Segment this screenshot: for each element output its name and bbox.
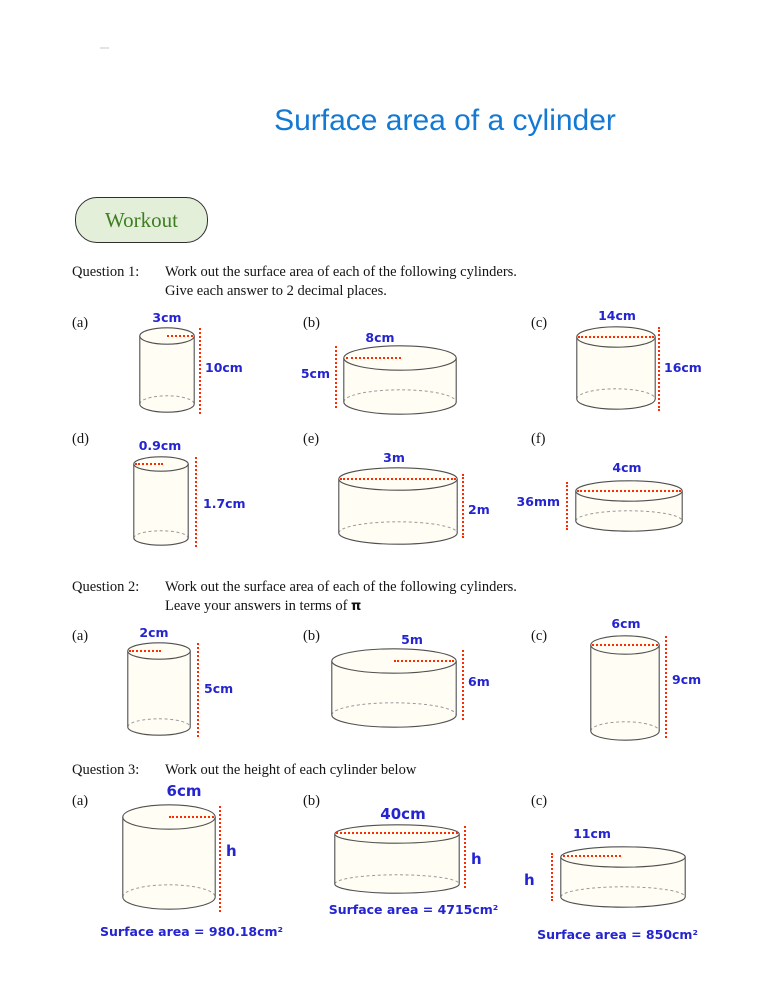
surface-area-answer: Surface area = 850cm²: [537, 927, 698, 942]
part-label-q2b: (b): [303, 628, 320, 644]
question-2-label: Question 2:: [72, 579, 140, 595]
radius-label: 0.9cm: [138, 438, 182, 453]
height-label: 6m: [468, 674, 490, 689]
cylinder-graphic: [127, 642, 191, 736]
part-label-q2c: (c): [531, 628, 548, 644]
question-2-line1: Work out the surface area of each of the following cylinders.: [165, 579, 517, 595]
figure-q2b: [325, 630, 500, 738]
part-label-q1a: (a): [72, 315, 89, 331]
height-label: 2m: [468, 502, 490, 517]
cylinder-graphic: [576, 326, 656, 410]
page-title: Surface area of a cylinder: [274, 104, 616, 137]
cylinder-graphic: [133, 456, 189, 546]
height-label: 16cm: [664, 360, 702, 375]
part-label-q1d: (d): [72, 431, 89, 447]
figure-q3c: [518, 823, 708, 951]
cylinder-graphic: [139, 327, 195, 413]
height-marker: [335, 346, 337, 408]
height-marker: [551, 853, 553, 901]
height-label: h: [226, 842, 237, 860]
height-label: h: [524, 871, 535, 889]
height-marker: [199, 328, 201, 414]
radius-marker: [169, 816, 214, 818]
figure-q1f: [512, 460, 707, 550]
figure-q1e: [333, 450, 498, 560]
height-marker: [464, 826, 466, 888]
height-label: 9cm: [672, 672, 702, 687]
radius-label: 6cm: [166, 782, 202, 800]
height-label: h: [471, 850, 482, 868]
height-label: 5cm: [204, 681, 234, 696]
radius-label: 11cm: [573, 826, 611, 841]
part-label-q1e: (e): [303, 431, 320, 447]
height-marker: [197, 643, 199, 737]
radius-marker: [577, 490, 681, 492]
height-marker: [665, 636, 667, 738]
radius-label: 4cm: [612, 460, 642, 475]
question-1-line1: Work out the surface area of each of the following cylinders.: [165, 264, 517, 280]
question-1-line2: Give each answer to 2 decimal places.: [165, 283, 387, 299]
radius-marker: [346, 357, 401, 359]
radius-label: 2cm: [139, 625, 169, 640]
part-label-q2a: (a): [72, 628, 89, 644]
cylinder-graphic: [575, 480, 683, 532]
part-label-q3a: (a): [72, 793, 89, 809]
question-2-header: [0, 579, 768, 619]
part-label-q1b: (b): [303, 315, 320, 331]
workout-badge-label: Workout: [105, 207, 178, 232]
height-marker: [658, 327, 660, 411]
surface-area-answer: Surface area = 980.18cm²: [100, 924, 284, 939]
figure-q2c: [583, 616, 718, 748]
radius-label: 6cm: [611, 616, 641, 631]
figure-q1c: [565, 308, 705, 423]
stray-mark: [100, 47, 109, 49]
radius-label: 3cm: [152, 310, 182, 325]
radius-label: 40cm: [380, 805, 426, 823]
figure-q1a: [135, 310, 245, 425]
radius-label: 5m: [401, 632, 423, 647]
question-1-header: [0, 264, 768, 304]
radius-marker: [394, 660, 454, 662]
radius-label: 8cm: [365, 330, 395, 345]
height-marker: [462, 650, 464, 720]
part-label-q1c: (c): [531, 315, 548, 331]
workout-badge: [75, 197, 208, 243]
figure-q2a: [120, 625, 255, 747]
radius-label: 3m: [383, 450, 405, 465]
figure-q3a: [100, 782, 284, 944]
height-label: 1.7cm: [203, 496, 246, 511]
part-label-q1f: (f): [531, 431, 546, 447]
question-2-line2: [165, 598, 361, 615]
height-marker: [462, 474, 464, 538]
radius-marker: [129, 650, 161, 652]
question-1-label: Question 1:: [72, 264, 140, 280]
radius-marker: [135, 463, 163, 465]
figure-q3b: [326, 800, 501, 932]
figure-q1d: [125, 438, 260, 556]
radius-marker: [592, 644, 658, 646]
cylinder-graphic: [122, 804, 216, 910]
radius-marker: [336, 832, 458, 834]
question-3-line1: Work out the height of each cylinder below: [165, 762, 417, 778]
pi-symbol: π: [351, 599, 362, 614]
radius-marker: [578, 336, 654, 338]
surface-area-answer: Surface area = 4715cm²: [328, 902, 499, 917]
question-2-line2-text: Leave your answers in terms of: [165, 598, 352, 614]
radius-marker: [167, 335, 193, 337]
height-label: 10cm: [205, 360, 243, 375]
cylinder-graphic: [343, 345, 457, 415]
height-marker: [219, 806, 221, 912]
part-label-q3b: (b): [303, 793, 320, 809]
height-marker: [566, 482, 568, 530]
part-label-q3c: (c): [531, 793, 548, 809]
cylinder-graphic: [334, 824, 460, 894]
cylinder-graphic: [590, 635, 660, 741]
radius-marker: [563, 855, 621, 857]
question-3-label: Question 3:: [72, 762, 140, 778]
height-marker: [195, 457, 197, 547]
height-label: 36mm: [516, 494, 560, 509]
radius-marker: [340, 478, 456, 480]
height-label: 5cm: [300, 366, 330, 381]
radius-label: 14cm: [598, 308, 636, 323]
figure-q1b: [300, 330, 470, 422]
